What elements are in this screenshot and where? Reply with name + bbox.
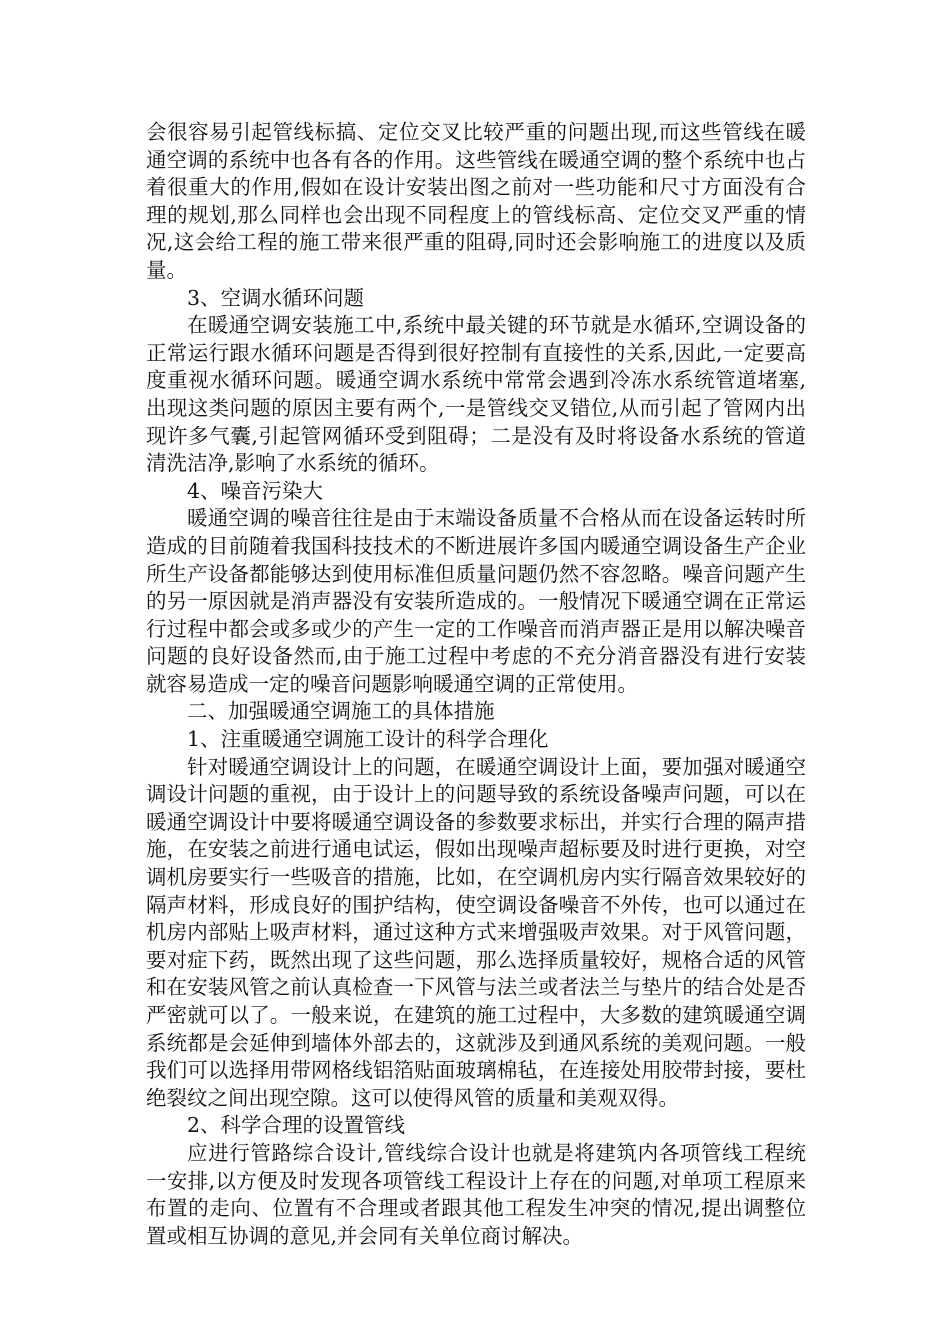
chapter-heading-measures: 二、加强暖通空调施工的具体措施 <box>187 699 495 724</box>
body-paragraph: 在暖通空调安装施工中,系统中最关键的环节就是水循环,空调设备的正常运行跟水循环问题是否得到很好控制有直接性的关系,因此,一定要高度重视水循环问题。暖通空调水系统中常常会遇到冷冻水系统管道堵塞,出现这类问题的原因主要有两个,一是管线交叉错位,从而引起了管网内出现许多气囊,引起管网循环受到阻碍；二是没有及时将设备水系统的管道清洗洁净,影响了水系统的循环。 <box>146 313 806 476</box>
body-paragraph: 暖通空调的噪音往往是由于末端设备质量不合格从而在设备运转时所造成的目前随着我国科技技术的不断进展许多国内暖通空调设备生产企业所生产设备都能够达到使用标准但质量问题仍然不容忽略。噪音问题产生的另一原因就是消声器没有安装所造成的。一般情况下暖通空调在正常运行过程中都会或多或少的产生一定的工作噪音而消声器正是用以解决噪音问题的良好设备然而,由于施工过程中考虑的不充分消音器没有进行安装就容易造成一定的噪音问题影响暖通空调的正常使用。 <box>146 506 806 696</box>
section-heading-water-circulation: 3、空调水循环问题 <box>187 285 365 310</box>
section-heading-pipelines: 2、科学合理的设置管线 <box>187 1113 406 1138</box>
section-heading-design: 1、注重暖通空调施工设计的科学合理化 <box>187 727 549 752</box>
body-paragraph: 应进行管路综合设计,管线综合设计也就是将建筑内各项管线工程统一安排,以方便及时发现各项管线工程设计上存在的问题,对单项工程原来布置的走向、位置有不合理或者跟其他工程发生冲突的情况,提出调整位置或相互协调的意见,并会同有关单位商讨解决。 <box>146 1140 806 1248</box>
body-paragraph: 针对暖通空调设计上的问题，在暖通空调设计上面，要加强对暖通空调设计问题的重视，由于设计上的问题导致的系统设备噪声问题，可以在暖通空调设计中要将暖通空调设备的参数要求标出，并实行合理的隔声措施，在安装之前进行通电试运，假如出现噪声超标要及时进行更换，对空调机房要实行一些吸音的措施，比如，在空调机房内实行隔音效果较好的隔声材料，形成良好的围护结构，使空调设备噪音不外传，也可以通过在机房内部贴上吸声材料，通过这种方式来增强吸声效果。对于风管问题，要对症下药，既然出现了这些问题，那么选择质量较好，规格合适的风管和在安装风管之前认真检查一下风管与法兰或者法兰与垫片的结合处是否严密就可以了。一般来说，在建筑的施工过程中，大多数的建筑暖通空调系统都是会延伸到墙体外部去的，这就涉及到通风系统的美观问题。一般我们可以选择用带网格线铝箔贴面玻璃棉毡，在连接处用胶带封接，要杜绝裂纹之间出现空隙。这可以使得风管的质量和美观双得。 <box>146 754 806 1110</box>
section-heading-noise-pollution: 4、噪音污染大 <box>187 478 324 503</box>
document-page <box>146 119 806 1250</box>
body-paragraph: 会很容易引起管线标搞、定位交叉比较严重的问题出现,而这些管线在暖通空调的系统中也各有各的作用。这些管线在暖通空调的整个系统中也占着很重大的作用,假如在设计安装出图之前对一些功能和尺寸方面没有合理的规划,那么同样也会出现不同程度上的管线标高、定位交叉严重的情况,这会给工程的施工带来很严重的阻碍,同时还会影响施工的进度以及质量。 <box>146 120 806 282</box>
